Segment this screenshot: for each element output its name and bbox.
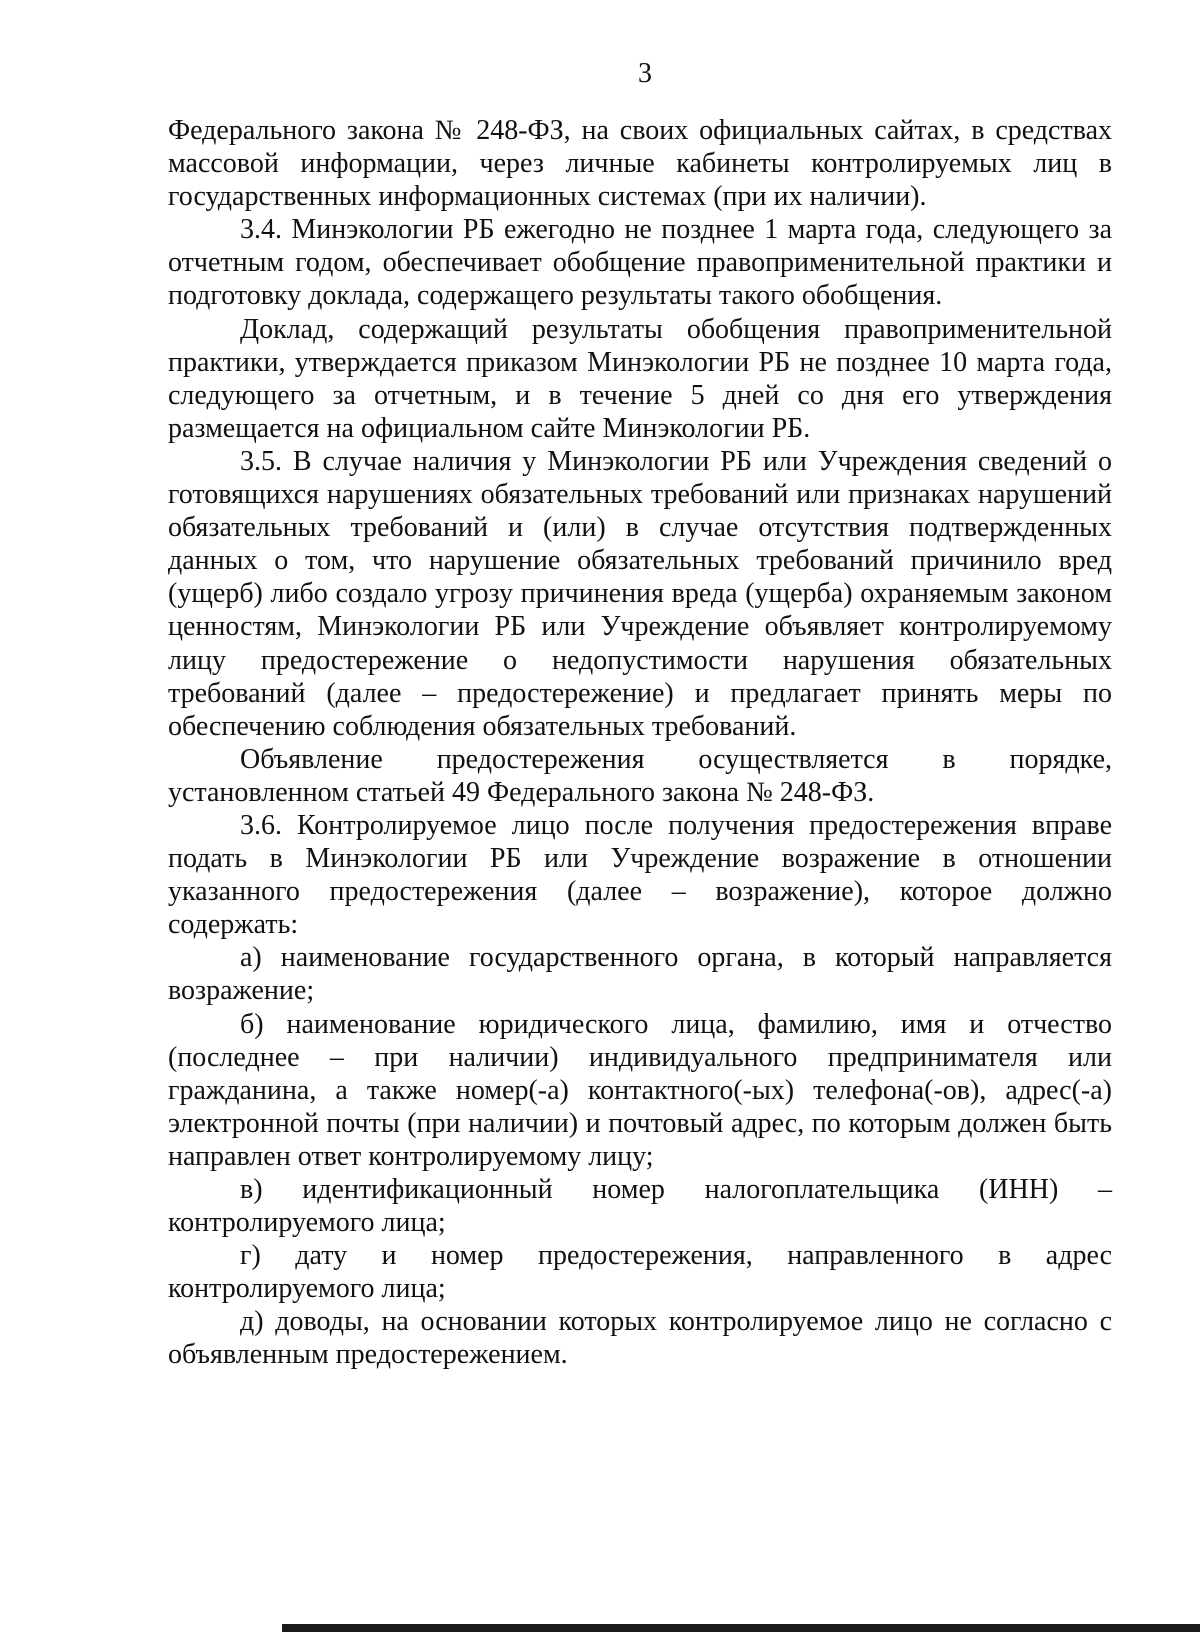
list-item-v: в) идентификационный номер налогоплательщика (ИНН) – контролируемого лица; <box>168 1174 1112 1239</box>
document-body <box>168 114 1112 1372</box>
list-item-d: д) доводы, на основании которых контролируемое лицо не согласно с объявленным предостережением. <box>168 1306 1112 1371</box>
paragraph-3-6: 3.6. Контролируемое лицо после получения предостережения вправе подать в Минэкологии РБ или Учреждение возражение в отношении указанного предостережения (далее – возражение), которое должно содержать: <box>168 809 1112 941</box>
paragraph-warning-announcement: Объявление предостережения осуществляется в порядке, установленном статьей 49 Федерального закона № 248-ФЗ. <box>168 743 1112 808</box>
paragraph-continuation: Федерального закона № 248-ФЗ, на своих официальных сайтах, в средствах массовой информации, через личные кабинеты контролируемых лиц в государственных информационных системах (при их наличии). <box>168 115 1112 213</box>
list-item-b: б) наименование юридического лица, фамилию, имя и отчество (последнее – при наличии) индивидуального предпринимателя или гражданина, а также номер(-а) контактного(-ых) телефона(-ов), адрес(-а) электронной почты (при наличии) и почтовый адрес, по которым должен быть направлен ответ контролируемому лицу; <box>168 1008 1112 1172</box>
page-number: 3 <box>638 58 652 89</box>
paragraph-3-4: 3.4. Минэкологии РБ ежегодно не позднее 1 марта года, следующего за отчетным годом, обеспечивает обобщение правоприменительной практики и подготовку доклада, содержащего результаты такого обобщения. <box>168 214 1112 312</box>
scan-edge-rule <box>282 1624 1200 1632</box>
list-item-a: а) наименование государственного органа, в который направляется возражение; <box>168 942 1112 1007</box>
paragraph-report: Доклад, содержащий результаты обобщения правоприменительной практики, утверждается приказом Минэкологии РБ не позднее 10 марта года, следующего за отчетным, и в течение 5 дней со дня его утверждения размещается на официальном сайте Минэкологии РБ. <box>168 313 1112 444</box>
paragraph-3-5: 3.5. В случае наличия у Минэкологии РБ или Учреждения сведений о готовящихся нарушениях обязательных требований или признаках нарушений обязательных требований и (или) в случае отсутствия подтвержденных данных о том, что нарушение обязательных требований причинило вред (ущерб) либо создало угрозу причинения вреда (ущерба) охраняемым законом ценностям, Минэкологии РБ или Учреждение объявляет контролируемому лицу предостережение о недопустимости нарушения обязательных требований (далее – предостережение) и предлагает принять меры по обеспечению соблюдения обязательных требований. <box>168 445 1112 742</box>
list-item-g: г) дату и номер предостережения, направленного в адрес контролируемого лица; <box>168 1240 1112 1305</box>
